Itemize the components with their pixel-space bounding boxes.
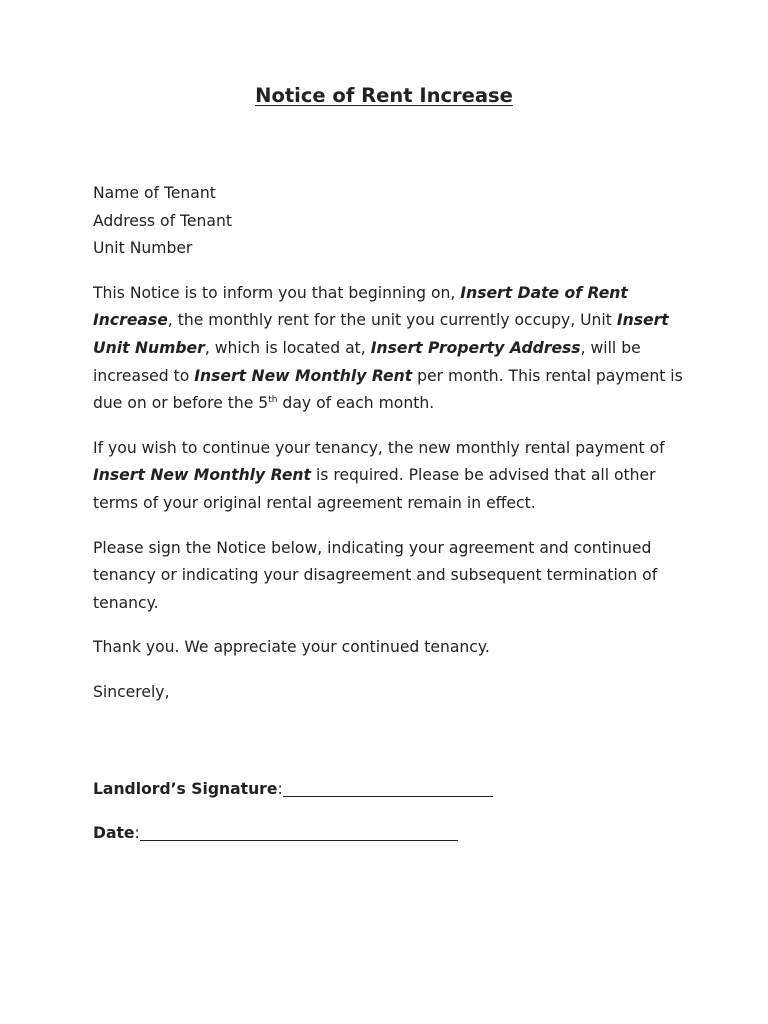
tenant-name-field: Name of Tenant	[93, 184, 216, 202]
new-monthly-rent-placeholder: Insert New Monthly Rent	[194, 366, 413, 385]
document-body	[93, 180, 683, 865]
thank-you-paragraph: Thank you. We appreciate your continued tenancy.	[93, 638, 490, 657]
unit-number-field: Unit Number	[93, 239, 193, 258]
notice-text-4: , will be increased to	[93, 338, 641, 385]
landlord-signature-label: Landlord’s Signature	[93, 779, 278, 798]
notice-text-5: per month. This rental payment is due on or before the 5	[93, 366, 683, 413]
tenancy-paragraph	[93, 435, 683, 518]
tenant-info-block	[93, 180, 683, 263]
landlord-signature-blank	[283, 779, 493, 797]
notice-text-2: , the monthly rent for the unit you currently occupy, Unit	[167, 311, 617, 330]
notice-paragraph	[93, 280, 683, 418]
sign-instruction-paragraph: Please sign the Notice below, indicating your agreement and continued tenancy or indicating your disagreement and subsequent termination of tenancy.	[93, 538, 658, 612]
notice-text-6: day of each month.	[277, 394, 435, 413]
tenant-address-field: Address of Tenant	[93, 211, 232, 230]
unit-number-placeholder: Insert Unit Number	[93, 311, 669, 357]
ordinal-superscript: th	[268, 395, 278, 406]
notice-text-3: , which is located at,	[204, 338, 371, 357]
date-blank	[140, 823, 458, 841]
rent-increase-date-placeholder: Insert Date of Rent Increase	[93, 283, 628, 330]
closing-line: Sincerely,	[93, 682, 170, 701]
property-address-placeholder: Insert Property Address	[370, 338, 581, 357]
date-label: Date	[93, 824, 135, 843]
date-colon: :	[134, 824, 140, 843]
landlord-signature-colon: :	[277, 779, 283, 798]
document-title: Notice of Rent Increase	[255, 84, 513, 107]
tenancy-text-1: If you wish to continue your tenancy, the new monthly rental payment of	[93, 438, 665, 457]
signature-spacer	[93, 724, 683, 776]
notice-text-1: This Notice is to inform you that beginning on,	[93, 283, 461, 302]
new-monthly-rent-placeholder-2: Insert New Monthly Rent	[93, 466, 311, 485]
date-line	[93, 820, 683, 848]
tenancy-text-2: is required. Please be advised that all other terms of your original rental agreement remain in effect.	[93, 466, 656, 512]
landlord-signature-line	[93, 776, 683, 804]
